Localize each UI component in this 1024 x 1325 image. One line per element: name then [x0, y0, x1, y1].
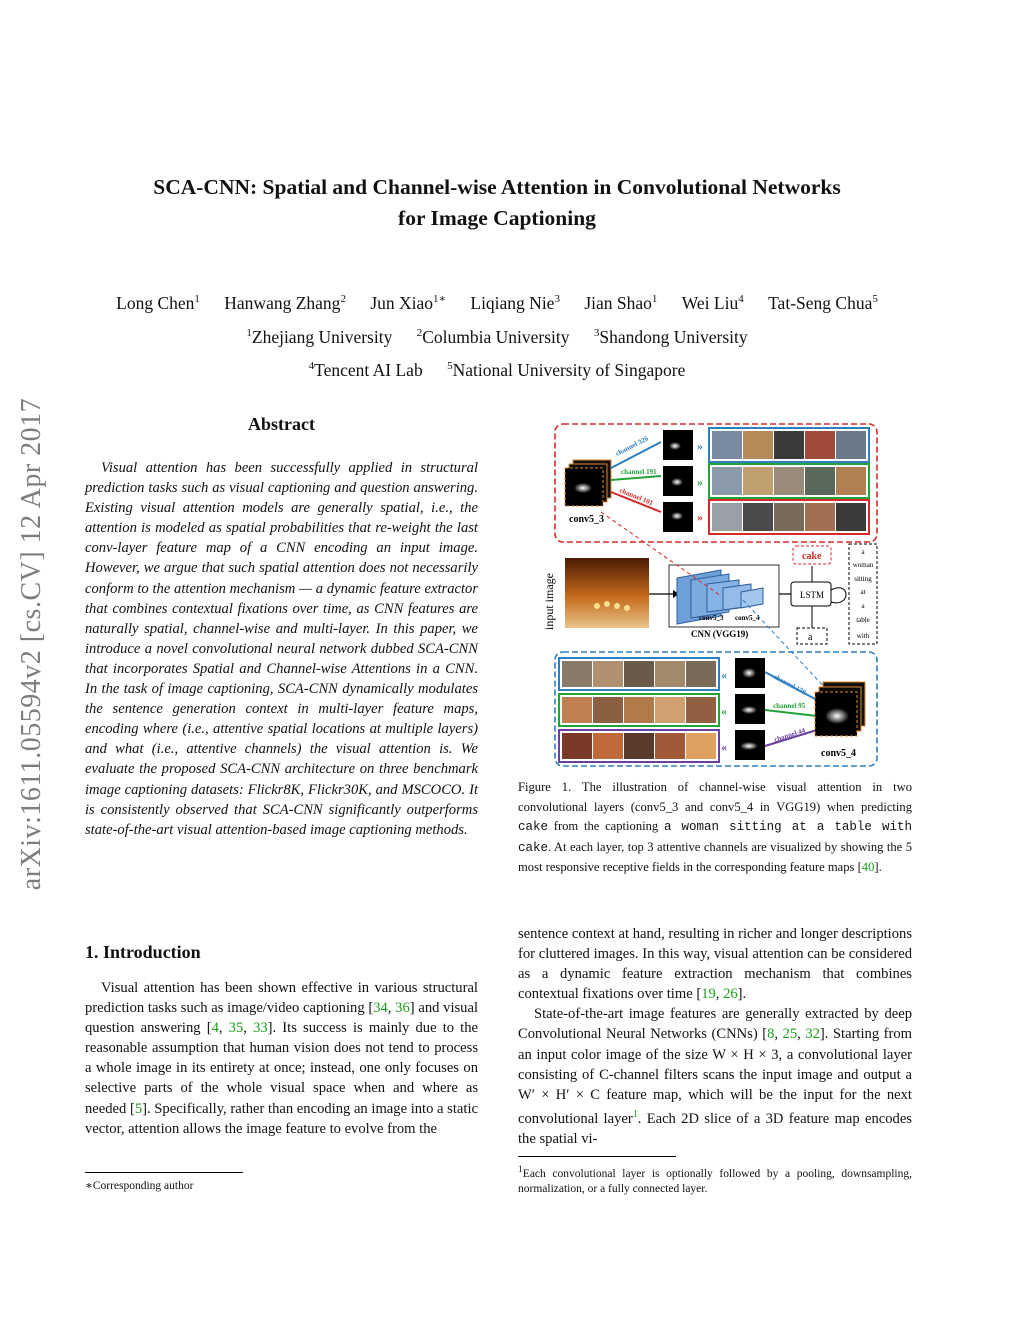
intro-paragraph: Visual attention has been shown effective in various structural prediction tasks such as image/video captioning [34, 36] and visual question answering [4, 35, 33]. Its success is mainly due to the reasonable assumption that human vision does not tend to process a whole image in its entirety at once; instead, one only focuses on selective parts of the whole visual space when and where as needed [5]. Specifically, rather than encoding an image into a static vector, attention allows the image feature to evolve from the — [85, 980, 479, 1137]
title-line-2: for Image Captioning — [398, 206, 596, 230]
image-strip-top-2 — [709, 464, 869, 498]
figure-1-diagram — [542, 420, 881, 770]
image-strip-top-1 — [709, 428, 869, 462]
label-input-image: input image — [542, 573, 556, 630]
label-lstm: LSTM — [800, 590, 825, 600]
label-layer-conv5-3: conv5_3 — [699, 614, 724, 622]
citation-link[interactable]: 32 — [805, 1026, 820, 1043]
label-channel-95: channel 95 — [773, 702, 806, 710]
svg-text:«: « — [721, 740, 727, 754]
label-conv5-4-bottom: conv5_4 — [821, 748, 856, 759]
affiliation-line-2 — [80, 352, 914, 386]
abstract-body — [85, 458, 478, 840]
svg-text:»: » — [697, 510, 703, 524]
right-paragraph-2: State-of-the-art image features are generally extracted by deep Convolutional Neural Networks (CNNs) [8, 25, 32]. Starting from an input color image of the size W × H × 3, a convolutional layer consisting of C-channel filters scans the input image and output a W′ × H′ × C feature map, which will be the input for the next convolutional layer$^1$. Each 2D slice of a 3D feature map encodes the spatial vi- — [518, 1006, 913, 1147]
figure-1 — [542, 420, 881, 770]
citation-link[interactable]: 26 — [723, 986, 738, 1003]
author-list — [80, 284, 914, 318]
author: Jian Shao$^1$ — [584, 292, 658, 313]
citation-link[interactable]: 4 — [211, 1020, 219, 1037]
channel-arrow-green — [611, 476, 661, 480]
affiliation: $^5$National University of Singapore — [447, 360, 686, 381]
label-cnn-vgg19: CNN (VGG19) — [691, 629, 749, 639]
citation-link[interactable]: 33 — [253, 1020, 268, 1037]
affiliation: $^4$Tencent AI Lab — [308, 360, 423, 381]
footnote-rule — [518, 1156, 676, 1157]
image-strip-bottom-2 — [559, 694, 719, 726]
svg-text:«: « — [721, 704, 727, 718]
author: Wei Liu$^4$ — [681, 292, 744, 313]
caption-word: a — [861, 602, 865, 610]
footnote-corresponding: ∗Corresponding author — [85, 1180, 194, 1192]
author: Tat-Seng Chua$^5$ — [768, 292, 878, 313]
citation-link[interactable]: 25 — [782, 1026, 798, 1043]
affiliation-line-1 — [80, 318, 914, 352]
abstract-heading: Abstract — [248, 414, 315, 434]
svg-text:»: » — [697, 439, 703, 453]
citation-link[interactable]: 5 — [134, 1100, 143, 1117]
affiliation: $^1$Zhejiang University — [246, 326, 393, 347]
arxiv-identifier: arXiv:1611.05594v2 [cs.CV] 12 Apr 2017 — [16, 397, 47, 891]
right-column-text — [518, 924, 912, 1149]
label-layer-conv5-4: conv5_4 — [735, 614, 760, 622]
label-prev-word: a — [808, 632, 813, 643]
footnote-1: $^1$Each convolutional layer is optionally followed by a pooling, downsampling, normalization, or a fully connected layer. — [518, 1164, 912, 1195]
label-channel-44: channel 44 — [773, 726, 807, 744]
citation-link[interactable]: 36 — [395, 1000, 410, 1017]
footnote-rule — [85, 1172, 243, 1173]
label-conv5-3-top: conv5_3 — [569, 514, 604, 525]
author: Jun Xiao$^{1∗}$ — [370, 292, 446, 313]
image-strip-bottom-1 — [559, 658, 719, 690]
caption-word: at — [860, 588, 866, 596]
caption-word: with — [856, 632, 870, 640]
svg-text:»: » — [697, 475, 703, 489]
paper-title — [80, 172, 914, 234]
figure-1-caption: Figure 1. The illustration of channel-wise visual attention in two convolutional layers (conv5_3 and conv5_4 in VGG19) when predicting cake from the captioning a woman sitting at a table with cake. At each layer, top 3 attentive channels are visualized by showing the 5 most responsive receptive fields in the corresponding feature maps [40]. — [518, 780, 912, 874]
image-strip-bottom-3 — [559, 730, 719, 762]
author: Liqiang Nie$^3$ — [470, 292, 560, 313]
caption-word: woman — [852, 561, 874, 569]
citation-link[interactable]: 34 — [373, 1000, 388, 1017]
label-cake: cake — [802, 551, 822, 562]
caption-word: table — [856, 616, 870, 624]
image-strip-top-3 — [709, 500, 869, 534]
citation-link[interactable]: 40 — [861, 860, 875, 874]
author-block — [80, 284, 914, 385]
label-channel-101: channel 101 — [618, 486, 655, 508]
citation-link[interactable]: 8 — [767, 1026, 775, 1043]
right-paragraph-1: sentence context at hand, resulting in richer and longer descriptions for cluttered images. In this way, visual attention can be considered as a dynamic feature extraction mechanism that combines contextual fixations over time [19, 26]. — [518, 926, 912, 1003]
section-heading-introduction: 1. Introduction — [85, 942, 201, 962]
input-image-photo — [565, 558, 649, 628]
caption-word: sitting — [854, 575, 872, 583]
abstract-text: Visual attention has been successfully applied in structural prediction tasks such as visual captioning and question answering. Existing visual attention models are generally spatial, i.e., the attention is modeled as spatial probabilities that re-weight the last conv-layer feature map of a CNN encoding an input image. However, we argue that such spatial attention does not necessarily conform to the attention mechanism — a dynamic feature extractor that combines contextual fixations over time, as CNN features are naturally spatial, channel-wise and multi-layer. In this paper, we introduce a novel convolutional neural network dubbed SCA-CNN that incorporates Spatial and Channel-wise Attentions in a CNN. In the task of image captioning, SCA-CNN dynamically modulates the sentence generation context in multi-layer feature maps, encoding where (i.e., attentive spatial locations at multiple layers) and what (i.e., attentive channels) the visual attention is. We evaluate the proposed SCA-CNN architecture on three benchmark image captioning datasets: Flickr8K, Flickr30K, and MSCOCO. It is consistently observed that SCA-CNN significantly outperforms state-of-the-art visual attention-based image captioning methods. — [85, 460, 478, 838]
affiliation: $^3$Shandong University — [593, 326, 748, 347]
affiliation: $^2$Columbia University — [416, 326, 570, 347]
label-channel-178: channel 178 — [772, 672, 808, 697]
label-channel-191: channel 191 — [621, 468, 657, 476]
author: Hanwang Zhang$^2$ — [224, 292, 346, 313]
citation-link[interactable]: 35 — [228, 1020, 244, 1037]
footnote-marker[interactable]: 1 — [632, 1108, 638, 1120]
conv5-3-feature-cube — [565, 460, 611, 506]
label-channel-326: channel 326 — [614, 434, 650, 458]
title-line-1: SCA-CNN: Spatial and Channel-wise Attention in Convolutional Networks — [153, 175, 841, 199]
svg-text:«: « — [721, 668, 727, 682]
caption-word: a — [861, 548, 865, 556]
citation-link[interactable]: 19 — [701, 986, 716, 1003]
conv5-4-feature-cube — [815, 682, 865, 736]
author: Long Chen$^1$ — [116, 292, 200, 313]
